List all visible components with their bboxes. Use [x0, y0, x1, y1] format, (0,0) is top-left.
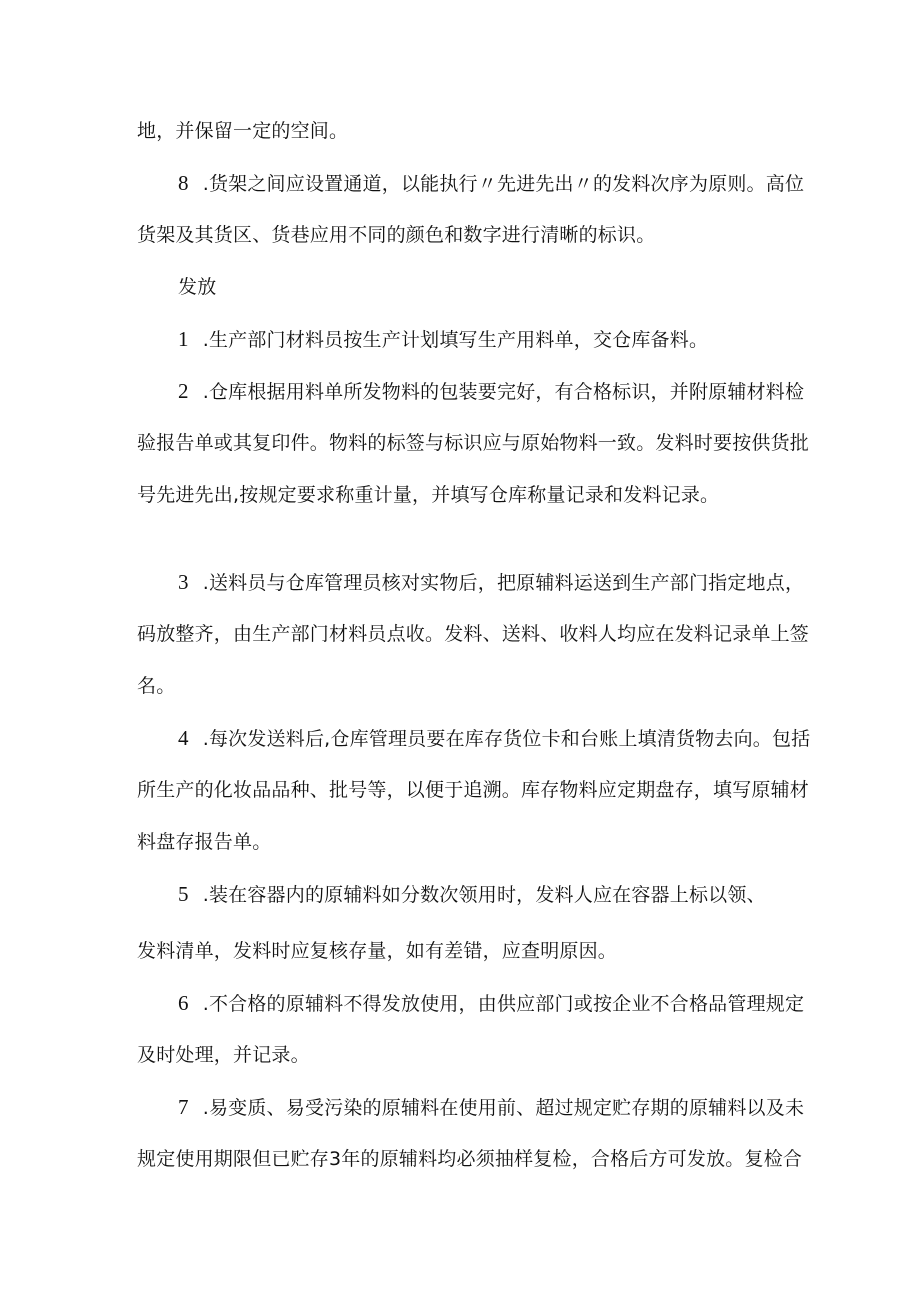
line-text: 规定使用期限但已贮存3年的原辅料均必须抽样复检，合格后方可发放。复检合	[137, 1148, 803, 1170]
heading-text: 发放	[178, 276, 217, 298]
line-text: .仓库根据用料单所发物料的包装要完好，有合格标识，并附原辅材料检	[202, 381, 805, 403]
item-number: 6	[178, 991, 189, 1015]
item-number: 8	[178, 171, 189, 195]
section-heading	[178, 275, 216, 299]
line-text: .送料员与仓库管理员核对实物后，把原辅料运送到生产部门指定地点，	[202, 572, 805, 594]
paragraph-line	[137, 830, 271, 854]
paragraph-line	[137, 1043, 310, 1067]
paragraph-line	[178, 991, 804, 1016]
item-number: 2	[178, 379, 189, 403]
line-text: 及时处理，并记录。	[137, 1044, 310, 1066]
item-number: 1	[178, 327, 189, 351]
paragraph-line	[178, 1095, 804, 1120]
paragraph-line	[178, 726, 810, 751]
paragraph-line	[137, 778, 809, 802]
item-number: 3	[178, 570, 189, 594]
paragraph-line	[137, 622, 809, 646]
line-text: .易变质、易受污染的原辅料在使用前、超过规定贮存期的原辅料以及未	[202, 1097, 805, 1119]
line-text: 地，并保留一定的空间。	[137, 120, 349, 142]
item-number: 5	[178, 882, 189, 906]
paragraph-line	[137, 939, 617, 963]
line-text: 号先进先出,按规定要求称重计量，并填写仓库称量记录和发料记录。	[137, 484, 720, 506]
line-text: .不合格的原辅料不得发放使用，由供应部门或按企业不合格品管理规定	[202, 993, 805, 1015]
line-text: .生产部门材料员按生产计划填写生产用料单，交仓库备料。	[202, 329, 709, 351]
paragraph-line	[178, 379, 804, 404]
item-number: 7	[178, 1095, 189, 1119]
paragraph-line	[137, 119, 348, 143]
paragraph-line	[178, 882, 766, 907]
paragraph-line	[137, 674, 175, 698]
line-text: 名。	[137, 675, 176, 697]
line-text: .每次发送料后,仓库管理员要在库存货位卡和台账上填清货物去向。包括	[202, 728, 811, 750]
paragraph-line	[178, 327, 708, 352]
line-text: 所生产的化妆品品种、批号等，以便于追溯。库存物料应定期盘存，填写原辅材	[137, 779, 810, 801]
line-text: 料盘存报告单。	[137, 831, 272, 853]
paragraph-line	[137, 483, 719, 507]
line-text: 验报告单或其复印件。物料的标签与标识应与原始物料一致。发料时要按供货批	[137, 432, 810, 454]
line-text: 货架及其货区、货巷应用不同的颜色和数字进行清晰的标识。	[137, 224, 656, 246]
paragraph-line	[137, 1147, 802, 1171]
paragraph-line	[137, 431, 809, 455]
paragraph-line	[137, 223, 655, 247]
line-text: .货架之间应设置通道，以能执行〃先进先出〃的发料次序为原则。高位	[202, 173, 805, 195]
line-text: .装在容器内的原辅料如分数次领用时，发料人应在容器上标以领、	[202, 884, 766, 906]
paragraph-line	[178, 171, 804, 196]
line-text: 码放整齐，由生产部门材料员点收。发料、送料、收料人均应在发料记录单上签	[137, 623, 810, 645]
line-text: 发料清单，发料时应复核存量，如有差错，应查明原因。	[137, 940, 618, 962]
item-number: 4	[178, 726, 189, 750]
paragraph-line	[178, 570, 804, 595]
